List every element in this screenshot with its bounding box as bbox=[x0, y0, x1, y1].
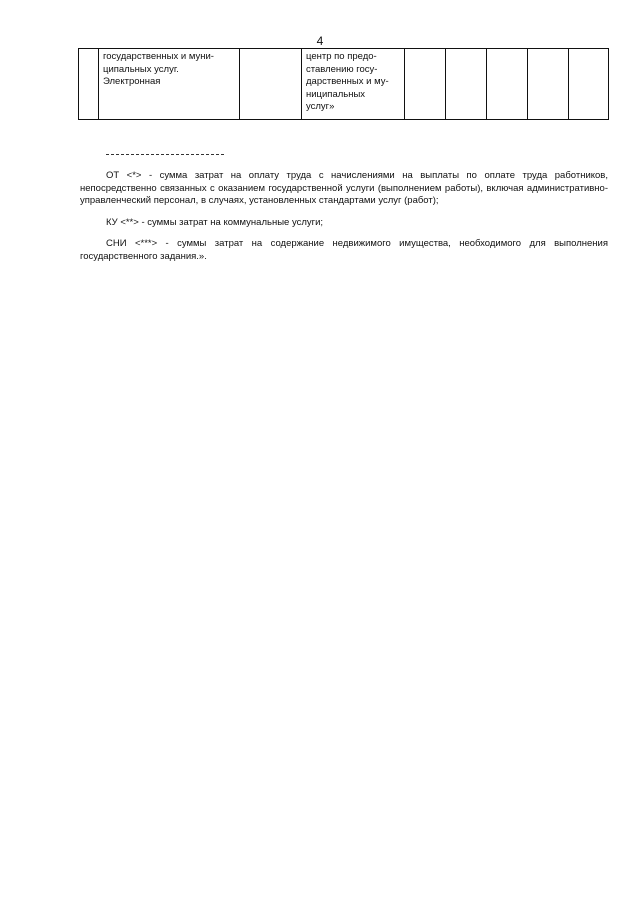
empty-cell bbox=[569, 49, 609, 120]
empty-cell bbox=[487, 49, 528, 120]
footnotes bbox=[80, 170, 608, 272]
empty-cell bbox=[528, 49, 569, 120]
empty-cell bbox=[446, 49, 487, 120]
empty-cell bbox=[405, 49, 446, 120]
footnote-ot: ОТ <*> - сумма затрат на оплату труда с начислениями на выплаты по оплате труда работников, непосредственно связанных с оказанием государственной услуги (выполнением работы), включая административно-управленческий персонал, в случаях, установленных стандартами услуг (работ); bbox=[80, 170, 608, 206]
footnote-ku: КУ <**> - суммы затрат на коммунальные услуги; bbox=[106, 216, 324, 228]
table-row bbox=[79, 49, 609, 120]
footnote-sni: СНИ <***> - суммы затрат на содержание недвижимого имущества, необходимого для выполнения государственного задания.». bbox=[80, 238, 608, 262]
delivery-channel-cell: центр по предо- ставлению госу- дарственных и му- ниципальных услуг» bbox=[302, 49, 405, 120]
footnote-separator bbox=[106, 154, 224, 155]
service-name-cell: государственных и муни- ципальных услуг. Электронная bbox=[99, 49, 240, 120]
row-number-cell bbox=[79, 49, 99, 120]
page-number: 4 bbox=[316, 34, 324, 48]
services-table-fragment bbox=[78, 48, 609, 120]
empty-cell bbox=[240, 49, 302, 120]
